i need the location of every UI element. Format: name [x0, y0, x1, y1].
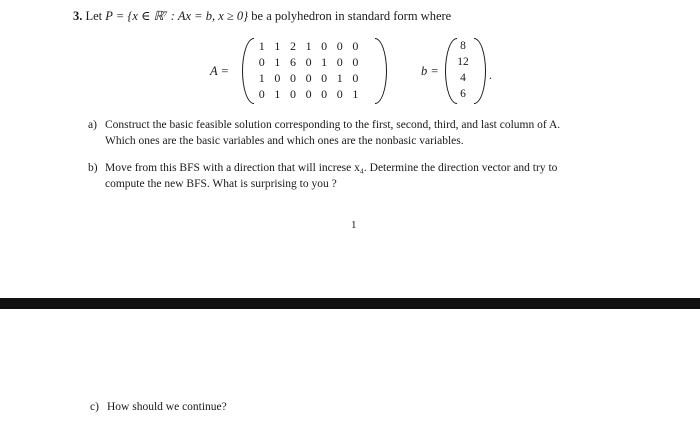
- matrix-a: [254, 38, 363, 102]
- part-b-text-line2: compute the new BFS. What is surprising to you ?: [105, 178, 337, 190]
- vector-b-entry: 12: [457, 56, 469, 68]
- matrix-a-left-paren: [242, 38, 254, 104]
- matrix-a-label: A =: [210, 64, 229, 78]
- part-b: [88, 160, 557, 192]
- matrix-a-cell: 0: [258, 55, 265, 69]
- part-c: [90, 399, 227, 415]
- page-divider-bar: [0, 298, 700, 309]
- part-a: [88, 117, 560, 149]
- part-a-text-line1: Construct the basic feasible solution corresponding to the first, second, third, and last column of A.: [105, 119, 561, 131]
- matrix-a-cell: 1: [258, 71, 265, 85]
- matrix-a-cell: 0: [321, 87, 328, 101]
- matrix-a-cell: 0: [258, 87, 265, 101]
- problem-intro: Let: [85, 9, 106, 23]
- part-a-text-line2: Which ones are the basic variables and which ones are the nonbasic variables.: [105, 135, 464, 147]
- matrix-a-cell: 2: [289, 39, 296, 53]
- polyhedron-set-expression: P = {x ∈ ℝ⁷ : Ax = b, x ≥ 0}: [105, 9, 249, 23]
- matrix-a-cell: 0: [289, 87, 296, 101]
- matrix-a-cell: 1: [258, 39, 265, 53]
- matrix-a-row: [254, 38, 363, 54]
- matrix-a-row: [254, 86, 363, 102]
- matrix-a-cell: 6: [289, 55, 296, 69]
- matrix-a-cell: 0: [352, 55, 359, 69]
- matrix-a-cell: 0: [305, 87, 312, 101]
- matrix-a-cell: 0: [321, 39, 328, 53]
- page-number: 1: [351, 219, 357, 231]
- part-c-label: c): [90, 401, 99, 413]
- matrix-a-row: [254, 70, 363, 86]
- matrix-a-cell: 1: [352, 87, 359, 101]
- vector-b-entry: 8: [460, 40, 466, 52]
- part-c-text: How should we continue?: [107, 401, 227, 413]
- matrix-a-cell: 0: [305, 71, 312, 85]
- matrix-a-right-paren: [375, 38, 387, 104]
- matrix-a-cell: 0: [274, 71, 281, 85]
- matrix-a-cell: 1: [305, 39, 312, 53]
- matrix-a-cell: 1: [321, 55, 328, 69]
- part-b-label: b): [88, 162, 98, 174]
- vector-b-label: b =: [421, 64, 439, 78]
- matrix-a-cell: 1: [274, 87, 281, 101]
- matrix-a-cell: 0: [336, 39, 343, 53]
- matrix-a-cell: 0: [352, 39, 359, 53]
- matrix-a-cell: 0: [336, 55, 343, 69]
- matrix-a-cell: 0: [321, 71, 328, 85]
- vector-b-entry: 4: [460, 72, 466, 84]
- part-a-label: a): [88, 119, 97, 131]
- part-b-text-line1: Move from this BFS with a direction that will increse x₄. Determine the direction vector and try to: [105, 162, 558, 174]
- matrix-a-cell: 1: [274, 55, 281, 69]
- matrix-a-row: [254, 54, 363, 70]
- matrix-a-cell: 0: [305, 55, 312, 69]
- problem-statement: [73, 8, 451, 24]
- matrix-a-cell: 1: [336, 71, 343, 85]
- vector-b: [453, 38, 473, 102]
- problem-intro-end: be a polyhedron in standard form where: [248, 9, 452, 23]
- matrix-a-cell: 0: [289, 71, 296, 85]
- vector-b-period: .: [489, 68, 492, 82]
- matrix-a-cell: 0: [352, 71, 359, 85]
- matrix-a-cell: 0: [336, 87, 343, 101]
- problem-number: 3.: [73, 9, 83, 23]
- matrix-a-cell: 1: [274, 39, 281, 53]
- vector-b-entry: 6: [460, 88, 466, 100]
- vector-b-right-paren: [474, 38, 486, 104]
